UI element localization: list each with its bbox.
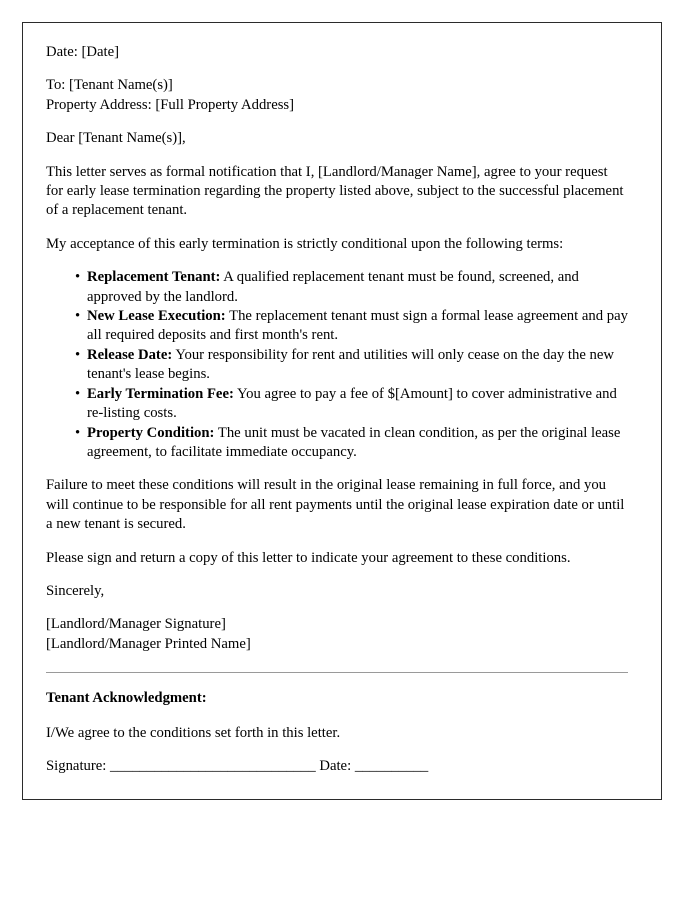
term-label: Replacement Tenant: — [87, 269, 221, 286]
intro-paragraph: This letter serves as formal notification that I, [Landlord/Manager Name], agree to your request for early lease termination regarding the property listed above, subject to the successful placement of a replacement tenant. — [46, 163, 624, 219]
list-item — [75, 346, 628, 385]
date-label: Date: — [315, 757, 355, 774]
acknowledgment-signature-row — [46, 757, 628, 776]
landlord-printed-name-line: [Landlord/Manager Printed Name] — [46, 635, 251, 652]
list-item — [75, 268, 628, 307]
conditions-lead-in: My acceptance of this early termination is strictly conditional upon the following terms: — [46, 235, 564, 252]
recipient-block — [46, 76, 628, 115]
signature-block — [46, 615, 628, 654]
term-label: Property Condition: — [87, 424, 215, 441]
term-text: The unit must be vacated in clean condition, as per the original lease agreement, to facilitate immediate occupancy. — [87, 424, 621, 460]
list-item — [75, 424, 628, 463]
signature-blank-field[interactable]: ____________________________ — [110, 757, 316, 774]
document-page — [22, 22, 662, 800]
list-item — [75, 307, 628, 346]
closing: Sincerely, — [46, 582, 105, 599]
letter-content — [46, 43, 628, 776]
term-label: New Lease Execution: — [87, 308, 226, 325]
term-text: The replacement tenant must sign a formal lease agreement and pay all required deposits and first month's rent. — [87, 308, 628, 344]
sign-return-paragraph: Please sign and return a copy of this letter to indicate your agreement to these conditions. — [46, 549, 571, 566]
recipient-to-line: To: [Tenant Name(s)] — [46, 77, 173, 94]
section-divider — [46, 672, 628, 673]
term-label: Release Date: — [87, 346, 173, 363]
date-line: Date: [Date] — [46, 44, 119, 60]
salutation: Dear [Tenant Name(s)], — [46, 130, 186, 147]
acknowledgment-agreement-text: I/We agree to the conditions set forth in this letter. — [46, 724, 341, 741]
terms-list — [46, 268, 628, 462]
date-blank-field[interactable]: __________ — [354, 757, 429, 774]
failure-paragraph: Failure to meet these conditions will result in the original lease remaining in full force, and you will continue to be responsible for all rent payments until the original lease expiration date or until a new tenant is secured. — [46, 477, 625, 533]
signature-label: Signature: — [46, 757, 111, 774]
term-label: Early Termination Fee: — [87, 385, 234, 402]
term-text: A qualified replacement tenant must be found, screened, and approved by the landlord. — [87, 269, 579, 305]
acknowledgment-heading: Tenant Acknowledgment: — [46, 690, 207, 707]
term-text: You agree to pay a fee of $[Amount] to cover administrative and re-listing costs. — [87, 385, 617, 422]
term-text: Your responsibility for rent and utilities will only cease on the day the new tenant's lease begins. — [87, 346, 615, 383]
list-item — [75, 385, 628, 424]
recipient-property-line: Property Address: [Full Property Address] — [46, 96, 295, 113]
landlord-signature-line: [Landlord/Manager Signature] — [46, 616, 226, 633]
